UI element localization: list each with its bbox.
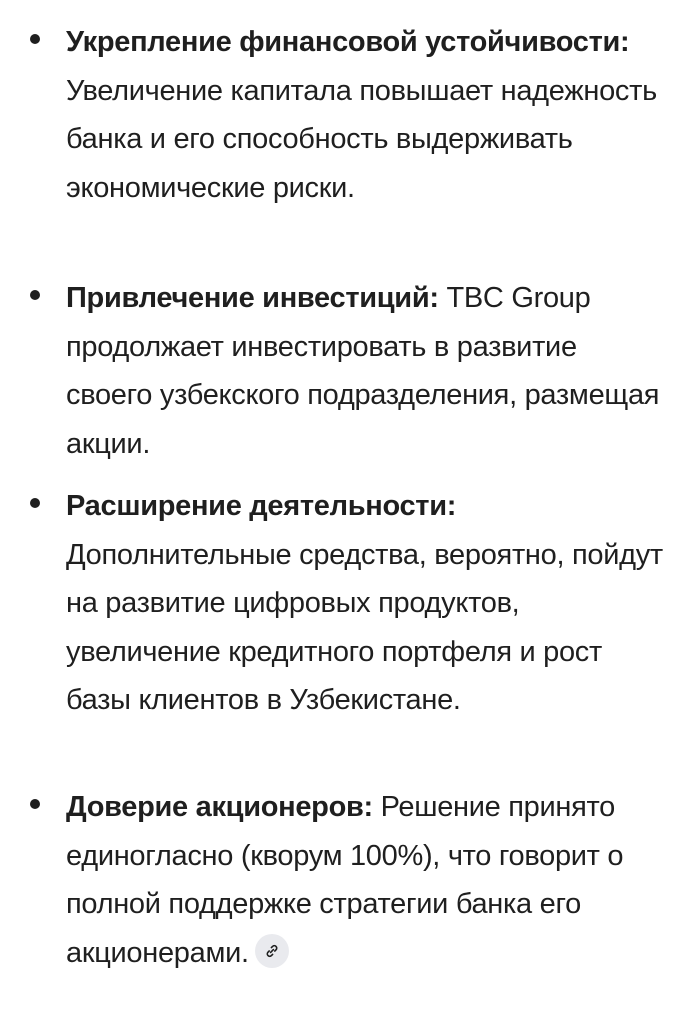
bullet-point [30, 799, 40, 809]
list-item-description: Дополнительные средства, вероятно, пойдут на развитие цифровых продуктов, увеличение кредитного портфеля и рост базы клиентов в Узбекистане. [66, 538, 663, 716]
list-item-description: TBC Group продолжает инвестировать в развитие своего узбекского подразделения, размещая акции. [66, 282, 660, 460]
link-icon [264, 943, 280, 959]
list-item-term: Доверие акционеров: [66, 791, 373, 823]
bullet-point [30, 34, 40, 44]
bullet-point [30, 290, 40, 300]
bullet-point [30, 498, 40, 508]
list-item-text [66, 482, 666, 725]
list-item-text [66, 783, 666, 977]
list-item-text [66, 18, 666, 212]
list-item-term: Укрепление финансовой устойчивости: [66, 26, 630, 58]
list-item-term: Расширение деятельности: [66, 490, 457, 522]
source-link-button[interactable] [255, 934, 289, 968]
list-item-text [66, 274, 666, 468]
list-item-description: Решение принято единогласно (кворум 100%), что говорит о полной поддержке стратегии банка его акционерами. [66, 791, 624, 969]
list-item-term: Привлечение инвестиций: [66, 282, 439, 314]
list-item-description: Увеличение капитала повышает надежность банка и его способность выдерживать экономические риски. [66, 74, 657, 204]
